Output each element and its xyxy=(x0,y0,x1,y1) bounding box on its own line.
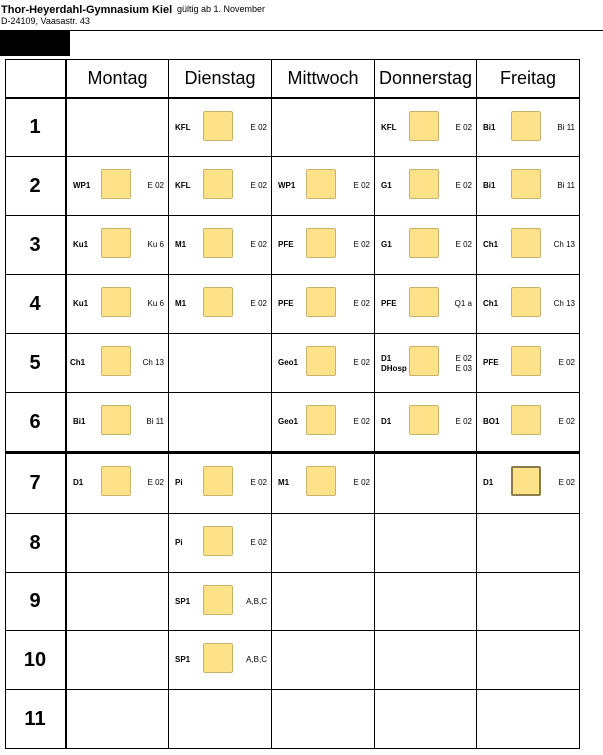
lesson-color-box xyxy=(409,228,439,258)
subject-code: Ku1 xyxy=(73,240,89,249)
lesson-cell[interactable] xyxy=(67,454,168,512)
subject-code: G1 xyxy=(381,181,392,190)
room-code: E 02 xyxy=(455,417,472,426)
subject-code-line: D1 xyxy=(381,354,392,363)
lesson-cell[interactable] xyxy=(169,631,271,689)
lesson-color-box xyxy=(306,287,336,317)
room-code: E 02 xyxy=(455,123,472,132)
lesson-color-box xyxy=(511,346,541,376)
subject-code: KFL xyxy=(175,123,191,132)
lesson-color-box xyxy=(409,287,439,317)
subject-code-line: DHosp xyxy=(381,364,407,373)
room-code: E 02 xyxy=(250,181,267,190)
subject-code: Ch1 xyxy=(483,299,499,308)
room-code: E 02 xyxy=(250,123,267,132)
room-code-line: E 02 xyxy=(455,354,472,363)
room-code-line: E 03 xyxy=(455,364,472,373)
day-header-monday: Montag xyxy=(87,68,148,88)
subject-code: Bi1 xyxy=(73,417,86,426)
lesson-cell[interactable] xyxy=(375,334,476,392)
lesson-color-box xyxy=(306,169,336,199)
lesson-cell[interactable] xyxy=(375,216,476,274)
room-code: Ch 13 xyxy=(553,299,575,308)
day-header-tuesday: Dienstag xyxy=(184,68,256,88)
lesson-color-box xyxy=(409,111,439,141)
lesson-color-box xyxy=(306,346,336,376)
lesson-cell[interactable] xyxy=(67,393,168,451)
room-code: E 02 xyxy=(250,538,267,547)
lesson-cell[interactable] xyxy=(272,393,374,451)
lesson-color-box xyxy=(409,169,439,199)
period-number: 11 xyxy=(24,707,46,730)
room-code: A,B,C xyxy=(246,655,267,664)
room-code: E 02 xyxy=(353,240,370,249)
grid-line xyxy=(5,513,580,514)
subject-code: Ku1 xyxy=(73,299,89,308)
lesson-cell[interactable] xyxy=(67,216,168,274)
subject-code: G1 xyxy=(381,240,392,249)
lesson-cell[interactable] xyxy=(169,454,271,512)
room-code xyxy=(456,354,472,374)
lesson-cell[interactable] xyxy=(169,216,271,274)
lesson-color-box xyxy=(203,228,233,258)
subject-code: SP1 xyxy=(175,597,191,606)
lesson-color-box xyxy=(306,228,336,258)
lesson-cell[interactable] xyxy=(477,157,579,215)
lesson-color-box xyxy=(203,643,233,673)
lesson-cell[interactable] xyxy=(477,275,579,333)
period-number: 5 xyxy=(29,351,41,374)
grid-line xyxy=(579,59,580,749)
period-number: 1 xyxy=(29,116,41,138)
subject-code: PFE xyxy=(278,299,294,308)
lesson-color-box xyxy=(101,169,131,199)
subject-code: KFL xyxy=(175,181,191,190)
lesson-cell[interactable] xyxy=(272,275,374,333)
lesson-cell[interactable] xyxy=(477,334,579,392)
room-code: Bi 11 xyxy=(557,123,575,132)
lesson-color-box xyxy=(409,405,439,435)
subject-code: Pi xyxy=(175,538,183,547)
lesson-cell[interactable] xyxy=(272,157,374,215)
day-header-wednesday: Mittwoch xyxy=(287,68,359,88)
day-header-thursday: Donnerstag xyxy=(378,68,473,88)
room-code: Ch 13 xyxy=(553,240,575,249)
subject-code: SP1 xyxy=(175,655,191,664)
subject-code: D1 xyxy=(73,478,84,487)
lesson-cell[interactable] xyxy=(169,514,271,572)
lesson-color-box xyxy=(306,466,336,496)
lesson-color-box xyxy=(203,585,233,615)
room-code: E 02 xyxy=(250,478,267,487)
lesson-color-box xyxy=(203,526,233,556)
lesson-color-box xyxy=(306,405,336,435)
lesson-color-box xyxy=(511,405,541,435)
grid-line xyxy=(5,630,580,631)
lesson-color-box xyxy=(101,405,131,435)
subject-code: D1 xyxy=(483,478,494,487)
room-code: E 02 xyxy=(455,240,472,249)
room-code: E 02 xyxy=(353,299,370,308)
lesson-cell[interactable] xyxy=(375,275,476,333)
day-header-friday: Freitag xyxy=(499,68,557,88)
lesson-cell[interactable] xyxy=(477,393,579,451)
lesson-cell[interactable] xyxy=(169,573,271,631)
subject-code: Geo1 xyxy=(278,358,299,367)
room-code: A,B,C xyxy=(246,597,267,606)
room-code: Ch 13 xyxy=(142,358,164,367)
school-name: Thor-Heyerdahl-Gymnasium Kiel xyxy=(1,4,173,16)
subject-code: M1 xyxy=(278,478,290,487)
subject-code: WP1 xyxy=(73,181,91,190)
lesson-color-box xyxy=(101,287,131,317)
grid-line xyxy=(5,748,580,749)
subject-code: D1 xyxy=(381,417,392,426)
room-code: E 02 xyxy=(558,417,575,426)
lesson-cell[interactable] xyxy=(67,334,168,392)
grid-line xyxy=(5,572,580,573)
lesson-cell[interactable] xyxy=(67,157,168,215)
period-number: 2 xyxy=(29,174,41,197)
room-code: E 02 xyxy=(147,181,164,190)
lesson-cell[interactable] xyxy=(375,99,476,157)
lesson-cell-selected[interactable] xyxy=(477,454,579,512)
room-code: E 02 xyxy=(353,181,370,190)
period-number: 10 xyxy=(23,648,47,671)
subject-code: PFE xyxy=(381,299,397,308)
lesson-cell[interactable] xyxy=(375,157,476,215)
grid-line xyxy=(5,689,580,690)
lesson-cell[interactable] xyxy=(67,275,168,333)
subject-code: PFE xyxy=(278,240,294,249)
room-code: E 02 xyxy=(353,358,370,367)
period-number: 3 xyxy=(29,233,41,256)
lesson-color-box xyxy=(101,346,131,376)
subject-code: Geo1 xyxy=(278,417,299,426)
lesson-cell[interactable] xyxy=(477,99,579,157)
period-number: 6 xyxy=(29,410,41,433)
lesson-cell[interactable] xyxy=(477,216,579,274)
subject-code: Ch1 xyxy=(483,240,499,249)
subject-code: WP1 xyxy=(278,181,296,190)
lesson-cell[interactable] xyxy=(375,393,476,451)
lesson-color-box xyxy=(511,287,541,317)
room-code: E 02 xyxy=(455,181,472,190)
lesson-cell[interactable] xyxy=(272,334,374,392)
lesson-color-box xyxy=(203,287,233,317)
period-number: 4 xyxy=(29,292,41,315)
room-code: Ku 6 xyxy=(147,240,164,249)
room-code: E 02 xyxy=(353,417,370,426)
room-code: E 02 xyxy=(147,478,164,487)
period-number: 7 xyxy=(29,472,41,494)
period-number: 8 xyxy=(29,531,41,554)
valid-from: gültig ab 1. November xyxy=(177,4,266,14)
lesson-color-box xyxy=(101,228,131,258)
room-code: Q1 a xyxy=(454,299,472,308)
room-code: E 02 xyxy=(558,478,575,487)
subject-code: BO1 xyxy=(483,417,500,426)
lesson-color-box xyxy=(511,466,541,496)
subject-code: Bi1 xyxy=(483,123,496,132)
lesson-cell[interactable] xyxy=(169,99,271,157)
lesson-cell[interactable] xyxy=(169,275,271,333)
room-code: E 02 xyxy=(250,299,267,308)
lesson-color-box xyxy=(101,466,131,496)
lesson-color-box xyxy=(511,111,541,141)
lesson-cell[interactable] xyxy=(272,216,374,274)
lesson-color-box xyxy=(203,111,233,141)
room-code: Bi 11 xyxy=(557,181,575,190)
subject-code: Pi xyxy=(175,478,183,487)
lesson-color-box xyxy=(511,169,541,199)
subject-code: PFE xyxy=(483,358,499,367)
period-number: 9 xyxy=(29,590,41,612)
room-code: E 02 xyxy=(353,478,370,487)
lesson-color-box xyxy=(203,466,233,496)
subject-code: Ch1 xyxy=(70,358,86,367)
room-code: E 02 xyxy=(250,240,267,249)
room-code: E 02 xyxy=(558,358,575,367)
subject-code: M1 xyxy=(175,240,187,249)
subject-code xyxy=(381,354,407,374)
lesson-color-box xyxy=(203,169,233,199)
school-address: D-24109, Vaasastr. 43 xyxy=(1,16,90,26)
room-code: Ku 6 xyxy=(147,299,164,308)
subject-code: KFL xyxy=(381,123,397,132)
subject-code: Bi1 xyxy=(483,181,496,190)
lesson-color-box xyxy=(409,346,439,376)
lesson-cell[interactable] xyxy=(169,157,271,215)
lesson-cell[interactable] xyxy=(272,454,374,512)
subject-code: M1 xyxy=(175,299,187,308)
room-code: Bi 11 xyxy=(146,417,164,426)
lesson-color-box xyxy=(511,228,541,258)
